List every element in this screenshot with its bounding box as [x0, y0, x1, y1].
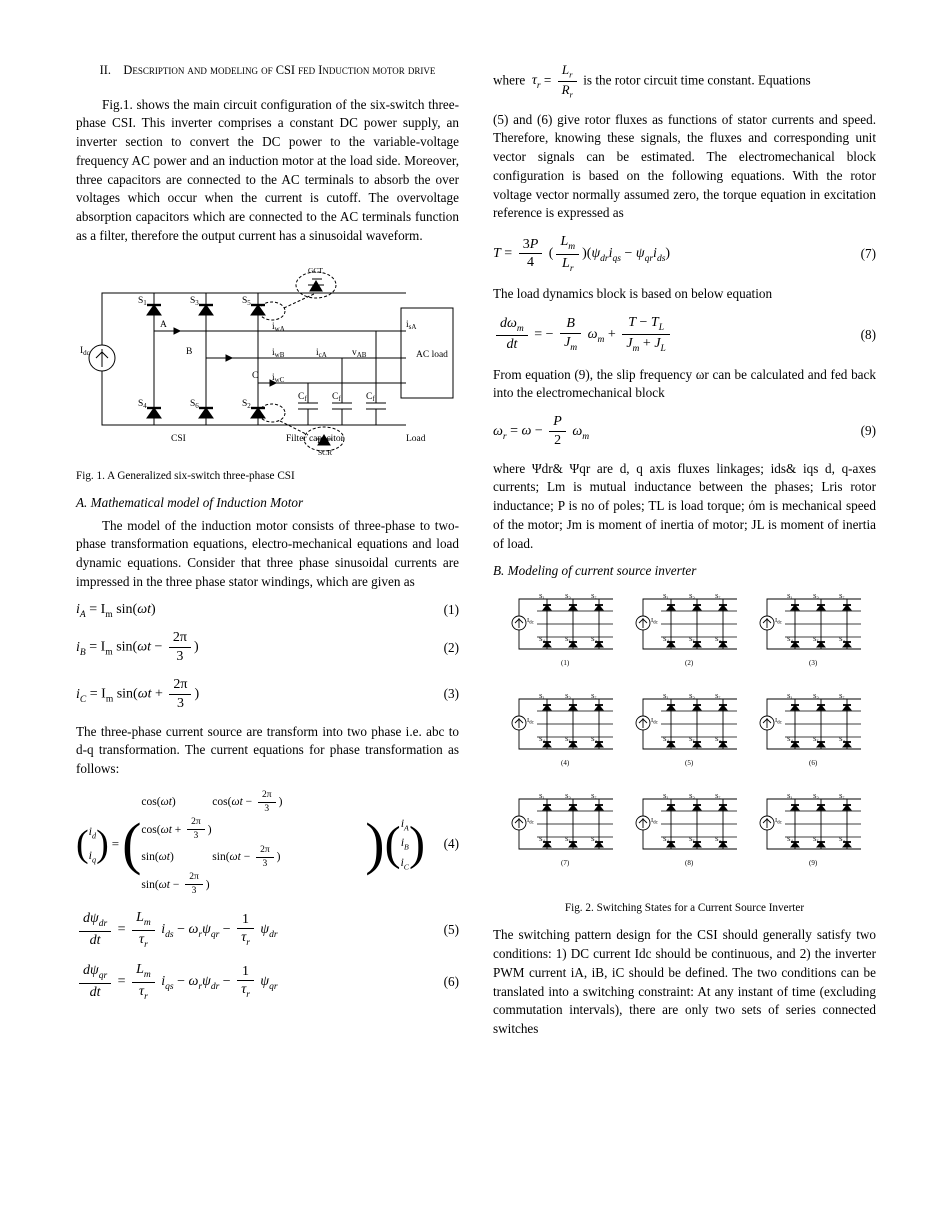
equation-3	[76, 676, 459, 713]
figure-2-caption: Fig. 2. Switching States for a Current Source Inverter	[564, 902, 805, 915]
svg-text:S₂: S₂	[715, 636, 721, 644]
svg-text:S₅: S₅	[715, 693, 721, 701]
svg-text:S₆: S₆	[689, 836, 695, 844]
svg-text:S₄: S₄	[663, 736, 669, 744]
equation-2	[76, 629, 459, 666]
figure-1-caption: Fig. 1. A Generalized six-switch three-phase CSI	[76, 470, 295, 483]
svg-text:S₆: S₆	[565, 636, 571, 644]
svg-text:S₆: S₆	[565, 836, 571, 844]
svg-text:S₁: S₁	[663, 593, 669, 601]
fig1-label-csi: CSI	[171, 434, 186, 445]
svg-text:Idc: $I_{dc}$	[527, 717, 534, 726]
svg-text:S₆: S₆	[565, 736, 571, 744]
svg-text:(8): (8)	[685, 859, 694, 868]
svg-text:S₆: S₆	[689, 736, 695, 744]
two-column-layout	[76, 62, 876, 1192]
figure-2-svg	[493, 585, 876, 895]
svg-text:(7): (7)	[561, 859, 570, 868]
svg-text:S₅: S₅	[839, 693, 845, 701]
svg-text:S₄: S₄	[663, 636, 669, 644]
right-para1-post: is the rotor circuit time constant. Equations	[583, 72, 811, 88]
svg-text:S₃: S₃	[565, 693, 571, 701]
fig1-label-idc: $I_{dc}$	[80, 346, 90, 358]
equation-4-number: (4)	[443, 836, 459, 852]
svg-text:S₅: S₅	[715, 593, 721, 601]
right-paragraph-5: where Ψdr& Ψqr are d, q axis fluxes linkages; ids& iqs d, q-axes currents; Lm is mutual inductance between the phases; Lris rotor inductance; P is no of poles; TL is load torque; όm is mechanical speed of the motor; Jm is moment of inertia of motor; JL is moment of inertia of load.	[493, 460, 876, 551]
svg-text:Idc: $I_{dc}$	[775, 617, 782, 626]
svg-text:S₂: S₂	[715, 736, 721, 744]
svg-text:(5): (5)	[685, 759, 694, 768]
fig1-label-s3: $S_3$	[190, 296, 199, 308]
svg-text:S₃: S₃	[565, 793, 571, 801]
svg-text:Idc: $I_{dc}$	[527, 617, 534, 626]
svg-text:S₃: S₃	[689, 693, 695, 701]
right-para1-pre: where	[493, 72, 526, 88]
equation-5-body: $\frac{d\psi_{dr}}{dt}$ = $\frac{L_m}{\tau_r}$ $i_{ds} - \omega_r\psi_{qr}$ − $\frac{1}{\tau_r}$ $\psi_{dr}$	[76, 909, 425, 951]
svg-text:S₅: S₅	[839, 793, 845, 801]
equation-7-body: T = $\frac{3P}{4}$ ( $\frac{L_m}{L_r}$ )$(\psi_{dr}i_{qs} - \psi_{qr}i_{ds})$	[493, 234, 671, 274]
svg-text:S₂: S₂	[591, 836, 597, 844]
fig1-label-iwa: $i_{wA}$	[272, 322, 285, 334]
svg-text:S₂: S₂	[839, 836, 845, 844]
fig1-label-isa: $i_{sA}$	[406, 320, 417, 332]
svg-text:(3): (3)	[809, 659, 818, 668]
svg-text:(4): (4)	[561, 759, 570, 768]
subsection-a-heading: A. Mathematical model of Induction Motor	[76, 494, 304, 510]
svg-text:S₅: S₅	[839, 593, 845, 601]
right-paragraph-4: From equation (9), the slip frequency ωr can be calculated and fed back into the electromechanical block	[493, 366, 876, 401]
svg-text:(2): (2)	[685, 659, 694, 668]
svg-text:S₄: S₄	[787, 836, 793, 844]
svg-text:S₁: S₁	[787, 593, 793, 601]
svg-text:S₂: S₂	[839, 636, 845, 644]
fig1-label-vab: $v_{AB}$	[352, 348, 367, 360]
right-paragraph-2: (5) and (6) give rotor fluxes as functions of stator currents and speed. Therefore, knowing these signals, the fluxes and corresponding unit vector signals can be estimated. The electromechanical block configuration is based on the following equations. With the rotor voltage vector normally assumed zero, the torque equation in excitation reference is expressed as	[493, 111, 876, 221]
svg-text:S₃: S₃	[813, 693, 819, 701]
equation-6-body: $\frac{d\psi_{qr}}{dt}$ = $\frac{L_m}{\tau_r}$ $i_{qs} - \omega_r\psi_{dr}$ − $\frac{1}{\tau_r}$ $\psi_{qr}$	[76, 961, 425, 1003]
svg-text:S₄: S₄	[787, 636, 793, 644]
svg-text:S₂: S₂	[715, 836, 721, 844]
fig1-label-b: B	[186, 347, 193, 358]
svg-text:S₅: S₅	[715, 793, 721, 801]
right-paragraph-3: The load dynamics block is based on below equation	[493, 285, 773, 301]
fig1-label-load: Load	[406, 434, 426, 445]
svg-text:S₃: S₃	[689, 593, 695, 601]
fig1-label-s1: $S_1$	[138, 296, 147, 308]
fig1-label-s4: $S_4$	[138, 399, 147, 411]
equation-6	[76, 961, 459, 1003]
equation-2-number: (2)	[443, 639, 459, 655]
fig1-label-a: A	[160, 320, 167, 331]
right-paragraph-6: The switching pattern design for the CSI should generally satisfy two conditions: 1) DC current Idc should be continuous, and 2) the inverter PWM current iA, iB, iC should be defined. The two conditions can be translated into a switching constraint: At any instant of time (excluding commutation intervals), there are only two sets of series connected switches	[493, 927, 876, 1037]
left-paragraph-2: The model of the induction motor consists of three-phase to two-phase transformation equations, electro-mechanical equations and load dynamic equations. Consider that three phase sinusoidal currents are impressed in the three phase stator windings, which are given as	[76, 517, 459, 589]
fig1-label-cf1: $C_f$	[298, 392, 307, 404]
left-paragraph-1: Fig.1. shows the main circuit configuration of the six-switch three-phase CSI. This inverter comprises a constant DC power supply, an inverter section to convert the DC power to the variable-voltage frequency AC power and an induction motor at the load side. Moreover, three capacitors are connected to the AC terminals to absorb the over voltages which occur when the current is cutoff. The overvoltage absorption capacitors which are connected to the AC terminals function as a filter, therefore the output current has a sinusoidal waveform.	[76, 96, 459, 243]
figure-2	[493, 585, 876, 895]
svg-text:Idc: $I_{dc}$	[651, 717, 658, 726]
section-title: Description and modeling of CSI fed Induction motor drive	[123, 63, 436, 77]
section-number: II.	[99, 63, 111, 77]
svg-text:S₆: S₆	[813, 736, 819, 744]
svg-text:(1): (1)	[561, 659, 570, 668]
svg-text:S₅: S₅	[591, 693, 597, 701]
right-column	[493, 62, 876, 1192]
svg-text:S₂: S₂	[591, 636, 597, 644]
svg-text:Idc: $I_{dc}$	[775, 817, 782, 826]
svg-text:S₄: S₄	[663, 836, 669, 844]
svg-text:S₁: S₁	[663, 793, 669, 801]
svg-text:S₁: S₁	[787, 793, 793, 801]
fig1-label-gct: GCT	[308, 266, 323, 276]
equation-9-body: $\omega_r = \omega$ − $\frac{P}{2}$ $\omega_m$	[493, 414, 590, 448]
equation-8	[493, 314, 876, 356]
right-inline-tau-body: where $\tau_r$ = $\frac{L_r}{R_r}$ is the rotor circuit time constant. Equations	[493, 62, 811, 100]
fig1-label-filter: Filter capacitor	[286, 434, 344, 445]
equation-4	[76, 789, 459, 899]
svg-text:S₆: S₆	[813, 836, 819, 844]
svg-text:S₄: S₄	[539, 836, 545, 844]
svg-text:S₁: S₁	[539, 793, 545, 801]
left-column	[76, 62, 459, 1192]
equation-5-number: (5)	[443, 922, 459, 938]
equation-8-number: (8)	[860, 326, 876, 342]
equation-1-number: (1)	[443, 602, 459, 618]
svg-text:Idc: $I_{dc}$	[651, 617, 658, 626]
section-heading	[76, 62, 459, 80]
equation-1	[76, 602, 459, 620]
svg-text:S₃: S₃	[689, 793, 695, 801]
svg-text:(6): (6)	[809, 759, 818, 768]
equation-7-number: (7)	[860, 246, 876, 262]
svg-text:S₄: S₄	[787, 736, 793, 744]
fig1-label-s6: $S_6$	[190, 399, 199, 411]
equation-1-body: $i_A = I_m$ sin(ωt)	[76, 601, 156, 620]
svg-text:S₅: S₅	[591, 793, 597, 801]
svg-text:S₃: S₃	[565, 593, 571, 601]
svg-text:S₄: S₄	[539, 636, 545, 644]
fig1-label-s2: $S_2$	[242, 399, 251, 411]
equation-5	[76, 909, 459, 951]
figure-1-svg	[76, 253, 459, 463]
svg-text:S₃: S₃	[813, 593, 819, 601]
fig1-label-iwb: $i_{wB}$	[272, 348, 285, 360]
svg-text:S₂: S₂	[839, 736, 845, 744]
equation-3-number: (3)	[443, 686, 459, 702]
equation-2-body: $i_B = I_m$ sin(ωt − $\frac{2\pi}{3}$ )	[76, 630, 199, 664]
subsection-b-heading: B. Modeling of current source inverter	[493, 563, 697, 579]
svg-text:Idc: $I_{dc}$	[527, 817, 534, 826]
equation-8-body: $\frac{d\omega_m}{dt}$ = − $\frac{B}{J_m}$ $\omega_m$ + $\frac{T - T_L}{J_m + J_L}$	[493, 314, 842, 356]
fig1-label-cf3: $C_f$	[366, 392, 375, 404]
svg-text:S₄: S₄	[539, 736, 545, 744]
svg-text:S₁: S₁	[663, 693, 669, 701]
svg-text:S₂: S₂	[591, 736, 597, 744]
equation-4-body: ( $i_d$ $i_q$ ) = ( cos(ωt) cos(ωt − $\frac{2\pi}{3}$ ) cos(ωt + $\frac{2\pi}{3}$ ) sin(ωt) sin(ωt − $\frac{2\pi}{3}$ ) sin(ωt − $\frac{2\pi}{3}$ ) ) ( $i_A$ $i_B$ $i_C$ )	[76, 789, 425, 897]
svg-text:Idc: $I_{dc}$	[775, 717, 782, 726]
fig1-label-c: C	[252, 371, 259, 382]
svg-text:(9): (9)	[809, 859, 818, 868]
svg-text:S₁: S₁	[787, 693, 793, 701]
svg-text:Idc: $I_{dc}$	[651, 817, 658, 826]
fig1-label-ica: $i_{cA}$	[316, 348, 327, 360]
fig1-label-acload: AC load	[416, 350, 448, 361]
figure-1	[76, 253, 459, 463]
svg-text:S₁: S₁	[539, 593, 545, 601]
left-paragraph-3: The three-phase current source are transform into two phase i.e. abc to d-q transformation. The current equations for phase transformation as follows:	[76, 723, 459, 777]
svg-text:S₆: S₆	[813, 636, 819, 644]
fig1-label-cf2: $C_f$	[332, 392, 341, 404]
svg-text:S₆: S₆	[689, 636, 695, 644]
equation-9-number: (9)	[860, 423, 876, 439]
equation-3-body: $i_C = I_m$ sin(ωt + $\frac{2\pi}{3}$ )	[76, 677, 200, 711]
right-inline-tau-line	[493, 62, 876, 101]
equation-9	[493, 413, 876, 450]
fig1-label-s5: $S_5$	[242, 296, 251, 308]
equation-6-number: (6)	[443, 974, 459, 990]
equation-7	[493, 233, 876, 275]
fig1-label-scr: SCR	[318, 448, 333, 458]
fig1-label-iwc: $i_{wC}$	[272, 373, 285, 385]
svg-text:S₅: S₅	[591, 593, 597, 601]
svg-text:S₃: S₃	[813, 793, 819, 801]
svg-text:S₁: S₁	[539, 693, 545, 701]
